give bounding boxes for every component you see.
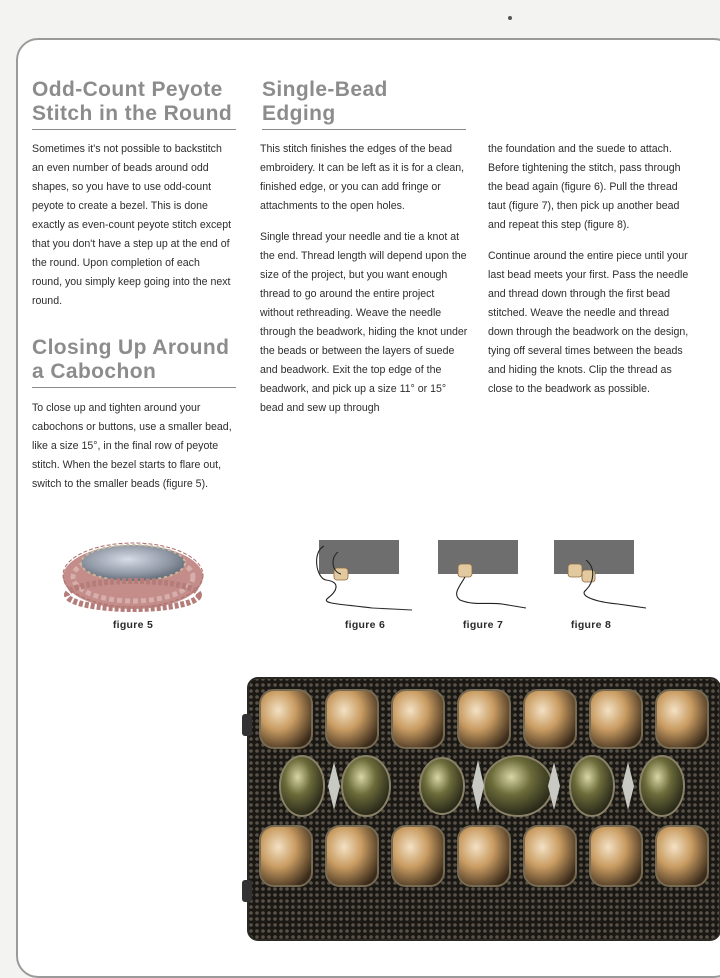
single-bead-text-col2 (488, 140, 693, 411)
figure-5-illustration (58, 525, 208, 615)
bead (568, 564, 582, 577)
beaded-cuff-photo (242, 670, 720, 940)
figure-6-illustration (312, 538, 422, 618)
suede-block (319, 540, 399, 574)
single-bead-paragraph-4: Continue around the entire piece until your last bead meets your first. Pass the needle and thread down through the first bead stitched. Weave the needle and thread down through the beadwork on the design, tying off several times between the beads and hiding the knots. Clip the thread as close to the beadwork as possible. (488, 250, 689, 395)
figure-7-illustration (430, 538, 540, 618)
figure-5-caption: figure 5 (112, 619, 154, 631)
single-bead-heading-line1: Single-Bead (262, 78, 388, 101)
suede-block (438, 540, 518, 574)
single-bead-heading (262, 78, 472, 126)
closing-up-heading-line1: Closing Up Around (32, 336, 230, 359)
closing-up-heading (32, 336, 252, 384)
odd-count-heading-line1: Odd-Count Peyote (32, 78, 223, 101)
single-bead-rule (262, 129, 466, 130)
bottom-row-stones (260, 826, 708, 886)
odd-count-rule (32, 129, 236, 130)
single-bead-paragraph-3: the foundation and the suede to attach. Before tightening the stitch, pass through the bead again (figure 6). Pull the thread taut (figure 7), then pick up another bead and repeat this step (figure 8). (488, 143, 681, 231)
odd-count-heading (32, 78, 252, 126)
figure-8-illustration (546, 538, 656, 618)
figure-7-caption: figure 7 (462, 619, 504, 631)
page-mark-dot (508, 16, 512, 20)
suede-block (554, 540, 634, 574)
single-bead-text-col1 (260, 140, 470, 430)
top-row-stones (260, 690, 708, 748)
closing-up-heading-line2: a Cabochon (32, 360, 157, 383)
odd-count-paragraph: Sometimes it's not possible to backstitch an even number of beads around odd shapes, so you have to use odd-count peyote to create a bezel. This is done exactly as even-count peyote stitch except that you don't have a step up at the end of the round. Upon completion of each round, you simply keep going into the next round. (32, 143, 232, 307)
bead (458, 564, 472, 577)
single-bead-heading-line2: Edging (262, 102, 336, 125)
single-bead-paragraph-1: This stitch finishes the edges of the bead embroidery. It can be left as it is for a clean, finished edge, or you can add fringe or attachments to the open holes. (260, 143, 465, 212)
closing-up-paragraph: To close up and tighten around your cabochons or buttons, use a smaller bead, like a size 15°, in the final row of peyote stitch. When the bezel starts to flare out, switch to the smaller beads (figure 5). (32, 402, 232, 490)
figure-8-caption: figure 8 (570, 619, 612, 631)
closing-up-rule (32, 387, 236, 388)
closing-up-text (32, 399, 232, 506)
odd-count-text (32, 140, 232, 323)
figure-6-caption: figure 6 (344, 619, 386, 631)
odd-count-heading-line2: Stitch in the Round (32, 102, 233, 125)
single-bead-paragraph-2: Single thread your needle and tie a knot at the end. Thread length will depend upon the size of the project, but you want enough thread to go around the entire project without rethreading. Weave the needle through the beadwork, hiding the knot under the beads or between the layers of suede and beadwork. Exit the top edge of the beadwork, and pick up a size 11° or 15° bead and sew up through (260, 231, 468, 414)
